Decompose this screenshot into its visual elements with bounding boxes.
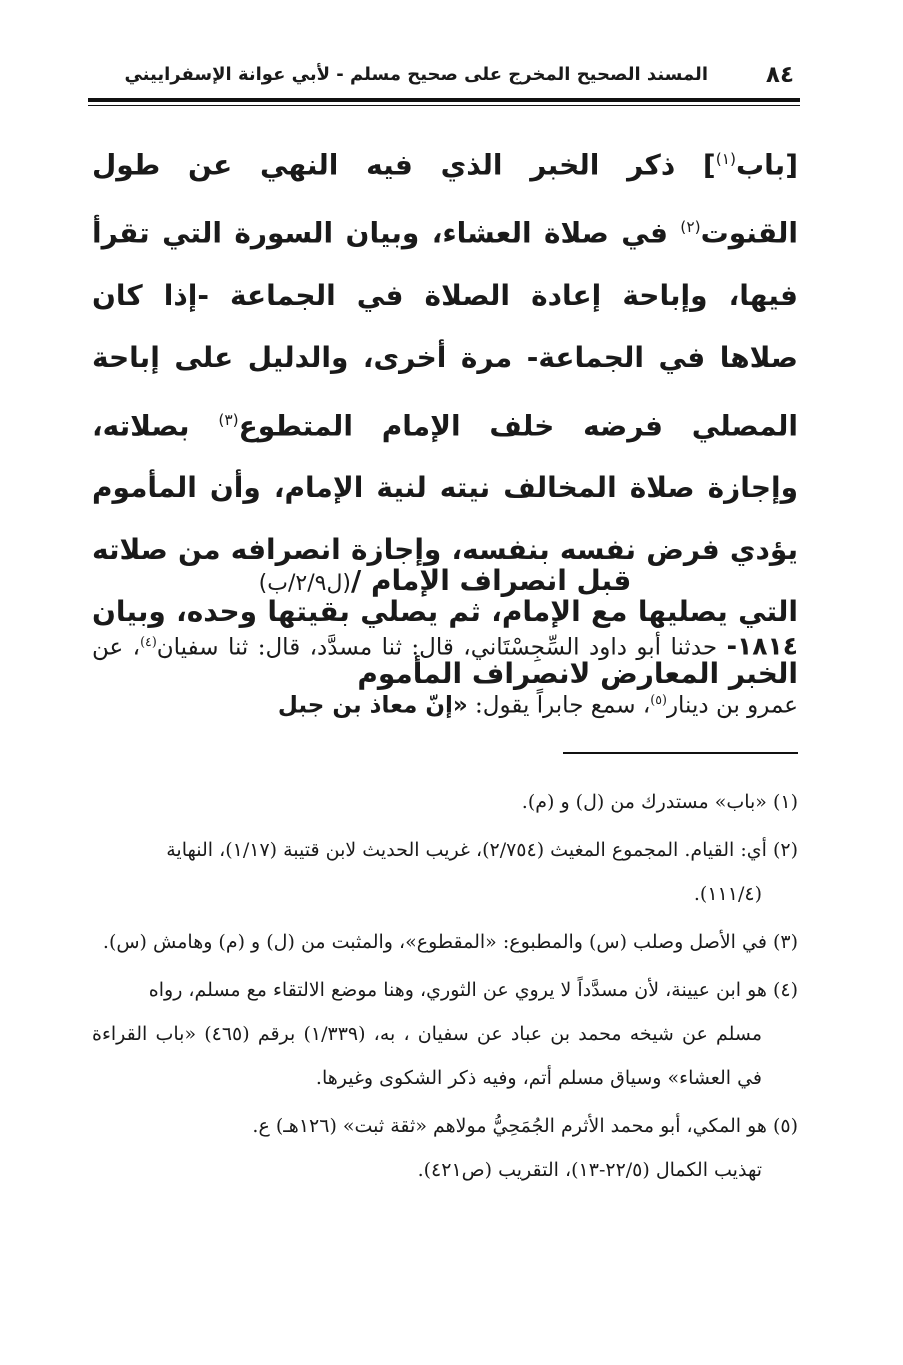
footnote-text: أي: القيام. المجموع المغيث (٢/٧٥٤)، غريب الحديث لابن قتيبة (١/١٧)، النهاية (166, 839, 767, 861)
footnote-3 (92, 920, 798, 964)
footnotes (92, 780, 798, 1196)
chapter-bab: [باب (736, 148, 798, 182)
footnote-ref-2: (٢) (680, 218, 701, 237)
manuscript-folio: (ل٢/٩/ب) (258, 571, 352, 596)
footnote-2 (92, 828, 798, 916)
page-header (88, 60, 800, 94)
footnote-text: هو ابن عيينة، لأن مسدَّداً لا يروي عن الثوري، وهنا موضع الالتقاء مع مسلم، رواه (148, 979, 767, 1001)
hadith-text-2: ، عن عمرو بن دينار (92, 634, 798, 719)
footnote-mark: (٥) (772, 1115, 798, 1137)
hadith-matn: «إنّ معاذ بن جبل (277, 692, 468, 719)
footnote-ref-5: (٥) (650, 691, 667, 707)
footnote-continuation: مسلم عن شيخه محمد بن عباد عن سفيان ، به، (١/٣٣٩) برقم (٤٦٥) «باب القراءة في العشاء» وسياق مسلم أتم، وفيه ذكر الشكوى وغيرها. (92, 1023, 762, 1089)
footnote-ref-4: (٤) (140, 634, 157, 649)
footnote-mark: (٤) (772, 979, 798, 1001)
header-rule-thick (88, 98, 800, 102)
footnote-text: في الأصل وصلب (س) والمطبوع: «المقطوع»، والمثبت من (ل) و (م) وهامش (س). (102, 931, 767, 953)
footnote-ref-1: (١) (715, 150, 737, 168)
footnote-text: هو المكي، أبو محمد الأثرم الجُمَحِيُّ مولاهم «ثقة ثبت» (١٢٦هـ) ع. (252, 1115, 767, 1137)
footnote-mark: (٣) (772, 931, 798, 953)
footnote-5 (92, 1104, 798, 1192)
footnote-continuation: (١١١/٤). (693, 883, 762, 905)
page-number: ٨٤ (765, 62, 794, 88)
footnote-mark: (٢) (772, 839, 798, 861)
running-title: المسند الصحيح المخرج على صحيح مسلم - لأبي عوانة الإسفراييني (124, 64, 708, 85)
hadith-paragraph (92, 616, 798, 731)
chapter-text-3: بصلاته، وإجازة صلاة المخالف نيته لنية الإمام، وأن المأموم يؤدي فرض نفسه بنفسه، وإجازة انصرافه من صلاته التي يصليها مع الإمام، ثم يصلي بقيتها وحده، وبيان الخبر المعارض لانصراف المأموم (92, 408, 798, 690)
footnote-mark: (١) (772, 791, 798, 813)
chapter-heading-end (92, 556, 798, 609)
hadith-text-1: حدثنا أبو داود السِّجِسْتَاني، قال: ثنا مسدَّد، قال: ثنا سفيان (156, 634, 727, 661)
chapter-text-2: في صلاة العشاء، وبيان السورة التي تقرأ فيها، وإباحة إعادة الصلاة في الجماعة -إذا كان صلاها في الجماعة- مرة أخرى، والدليل على إباحة المصلي فرضه خلف الإمام المتطوع (92, 216, 798, 442)
header-rule-thin (88, 105, 800, 106)
footnote-4 (92, 968, 798, 1100)
footnote-text: «باب» مستدرك من (ل) و (م). (521, 791, 767, 813)
footnote-separator (563, 752, 798, 754)
chapter-end-text: قبل انصراف الإمام / (351, 564, 632, 597)
footnote-ref-3: (٣) (218, 410, 239, 429)
chapter-text-1: ] ذكر الخبر الذي فيه النهي عن طول القنوت (92, 148, 798, 250)
footnote-continuation: تهذيب الكمال (٢٢/٥-١٣)، التقريب (ص٤٢١). (417, 1159, 762, 1181)
footnote-1 (92, 780, 798, 824)
hadith-number: ١٨١٤- (726, 631, 798, 661)
hadith-text-3: ، سمع جابراً يقول: (467, 692, 651, 719)
